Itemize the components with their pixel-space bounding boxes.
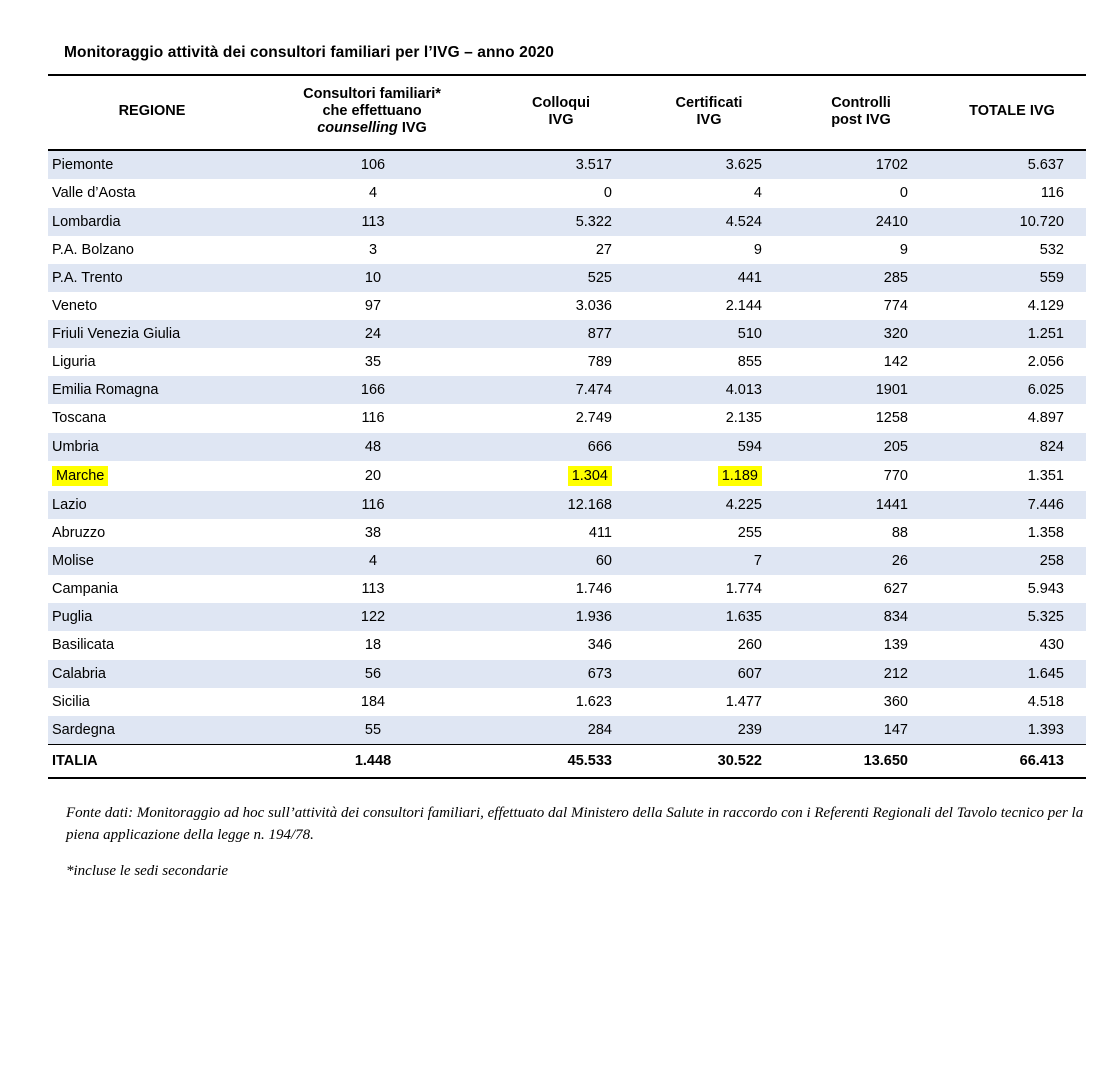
cell-colloqui: 7.474 [488, 376, 634, 404]
cell-totale: 5.943 [1027, 581, 1064, 598]
cell-colloqui: 1.623 [575, 693, 612, 710]
cell-regione: Friuli Venezia Giulia [48, 320, 256, 348]
total-cell-regione: ITALIA [48, 744, 256, 778]
cell-consultori: 184 [360, 693, 386, 710]
cell-totale: 4.897 [1027, 410, 1064, 427]
cell-consultori: 56 [256, 660, 488, 688]
cell-consultori: 48 [256, 433, 488, 461]
total-cell-certificati: 30.522 [634, 744, 784, 778]
cell-regione [48, 461, 256, 491]
cell-controlli: 9 [899, 241, 908, 258]
cell-regione: Sardegna [48, 716, 256, 745]
cell-colloqui: 3.517 [488, 150, 634, 179]
cell-certificati [634, 461, 784, 491]
cell-regione: Sicilia [52, 693, 90, 710]
cell-regione: Calabria [48, 660, 256, 688]
cell-regione: Umbria [48, 433, 256, 461]
cell-consultori: 97 [364, 297, 382, 314]
cell-certificati: 4.524 [634, 208, 784, 236]
cell-totale: 10.720 [938, 208, 1086, 236]
cell-regione: Lazio [48, 491, 256, 519]
cell-colloqui: 411 [588, 524, 612, 541]
cell-totale: 1.358 [1027, 524, 1064, 541]
cell-controlli: 774 [883, 297, 908, 314]
column-header-certificati-line2: IVG [696, 111, 722, 128]
column-header-controlli [784, 75, 938, 150]
cell-totale: 4.129 [1027, 297, 1064, 314]
cell-consultori: 4 [256, 547, 488, 575]
cell-totale: 824 [938, 433, 1086, 461]
column-header-colloqui [488, 75, 634, 150]
cell-colloqui: 789 [587, 354, 612, 371]
cell-regione: Veneto [52, 297, 98, 314]
table-row [48, 208, 1086, 236]
cell-consultori: 38 [364, 524, 382, 541]
cell-colloqui: 346 [587, 637, 612, 654]
cell-colloqui: 3.036 [575, 297, 612, 314]
cell-controlli: 0 [899, 185, 908, 202]
cell-certificati: 607 [634, 660, 784, 688]
footnote-note: *incluse le sedi secondarie [66, 862, 229, 879]
cell-totale: 430 [1039, 637, 1064, 654]
cell-regione: P.A. Trento [48, 264, 256, 292]
cell-consultori: 113 [361, 581, 385, 598]
cell-regione: Emilia Romagna [48, 376, 256, 404]
cell-controlli: 88 [891, 524, 908, 541]
cell-regione: P.A. Bolzano [52, 241, 134, 258]
cell-controlli: 2410 [784, 208, 938, 236]
cell-regione: Liguria [52, 354, 96, 371]
cell-certificati: 260 [737, 637, 762, 654]
cell-controlli: 285 [784, 264, 938, 292]
cell-totale: 1.645 [938, 660, 1086, 688]
footnotes [66, 803, 1100, 882]
cell-consultori: 166 [256, 376, 488, 404]
cell-consultori: 122 [256, 603, 488, 631]
page-title: Monitoraggio attività dei consultori familiari per l’IVG – anno 2020 [64, 44, 554, 61]
cell-consultori: 20 [364, 467, 382, 484]
cell-certificati: 441 [634, 264, 784, 292]
cell-regione: Puglia [48, 603, 256, 631]
column-header-certificati [634, 75, 784, 150]
cell-regione: Molise [48, 547, 256, 575]
cell-consultori: 24 [256, 320, 488, 348]
cell-consultori: 18 [364, 637, 382, 654]
cell-controlli: 147 [784, 716, 938, 745]
cell-certificati: 855 [737, 354, 762, 371]
cell-totale: 4.518 [1027, 693, 1064, 710]
cell-certificati: 510 [634, 320, 784, 348]
cell-controlli: 205 [784, 433, 938, 461]
cell-certificati: 594 [634, 433, 784, 461]
cell-colloqui: 60 [488, 547, 634, 575]
column-header-certificati-line1: Certificati [675, 94, 743, 111]
cell-colloqui: 2.749 [575, 410, 612, 427]
table-header-row [48, 75, 1086, 150]
column-header-colloqui-line1: Colloqui [532, 94, 590, 111]
cell-totale: 1.393 [938, 716, 1086, 745]
cell-consultori: 10 [256, 264, 488, 292]
table-header [48, 75, 1086, 150]
cell-certificati: 3.625 [634, 150, 784, 179]
cell-controlli: 26 [784, 547, 938, 575]
cell-totale: 559 [938, 264, 1086, 292]
table-row [48, 150, 1086, 179]
cell-regione: Abruzzo [52, 524, 106, 541]
cell-regione: Toscana [52, 410, 107, 427]
cell-controlli: 320 [784, 320, 938, 348]
cell-controlli: 1901 [784, 376, 938, 404]
cell-totale: 116 [1040, 185, 1064, 202]
cell-consultori: 116 [361, 410, 385, 427]
cell-regione: Campania [52, 581, 119, 598]
column-header-regione: REGIONE [48, 75, 256, 150]
table-row [48, 348, 1086, 376]
cell-certificati: 2.135 [725, 410, 762, 427]
cell-certificati: 4.225 [634, 491, 784, 519]
table-row [48, 547, 1086, 575]
cell-controlli: 770 [883, 467, 908, 484]
cell-totale: 2.056 [1027, 354, 1064, 371]
table-row [48, 433, 1086, 461]
column-header-controlli-line2: post IVG [831, 111, 891, 128]
table-row [48, 631, 1086, 659]
cell-controlli: 627 [883, 581, 908, 598]
column-header-consultori-line2: che effettuano [322, 103, 422, 120]
cell-controlli: 1702 [784, 150, 938, 179]
cell-totale: 532 [1039, 241, 1064, 258]
cell-certificati: 239 [634, 716, 784, 745]
table-row [48, 264, 1086, 292]
table-body [48, 150, 1086, 778]
cell-certificati: 1.635 [634, 603, 784, 631]
footnote-source: Fonte dati: Monitoraggio ad hoc sull’attività dei consultori familiari, effettuato dal Ministero della Salute in raccordo con i Referenti Regionali del Tavolo tecnico per la piena applicazione della legge n. 194/78. [66, 805, 1084, 843]
cell-colloqui: 5.322 [488, 208, 634, 236]
cell-colloqui: 284 [488, 716, 634, 745]
cell-totale: 5.325 [938, 603, 1086, 631]
highlighted-value: Marche [52, 466, 108, 486]
table-row [48, 461, 1086, 491]
table-row [48, 519, 1086, 547]
table-row [48, 688, 1086, 716]
table-row [48, 236, 1086, 264]
highlighted-value: 1.189 [718, 466, 762, 486]
cell-colloqui: 12.168 [488, 491, 634, 519]
table-row [48, 575, 1086, 603]
cell-totale: 1.251 [938, 320, 1086, 348]
column-header-controlli-line1: Controlli [831, 94, 891, 111]
column-header-consultori-line1: Consultori familiari* [303, 86, 441, 102]
total-cell-controlli: 13.650 [784, 744, 938, 778]
table-row [48, 716, 1086, 745]
cell-controlli: 139 [883, 637, 908, 654]
cell-colloqui: 877 [488, 320, 634, 348]
cell-totale: 5.637 [938, 150, 1086, 179]
cell-consultori: 106 [256, 150, 488, 179]
cell-colloqui: 1.936 [488, 603, 634, 631]
column-header-consultori-line3-rest: IVG [401, 120, 427, 137]
cell-controlli: 360 [883, 693, 908, 710]
table-row [48, 660, 1086, 688]
cell-controlli: 142 [883, 354, 908, 371]
cell-controlli: 1441 [784, 491, 938, 519]
cell-consultori: 116 [256, 491, 488, 519]
cell-certificati: 255 [737, 524, 762, 541]
cell-consultori: 4 [368, 185, 378, 202]
cell-consultori: 113 [256, 208, 488, 236]
cell-certificati: 9 [753, 241, 762, 258]
cell-totale: 1.351 [1027, 467, 1064, 484]
highlighted-value: 1.304 [568, 466, 612, 486]
cell-consultori: 55 [256, 716, 488, 745]
table-total-row [48, 744, 1086, 778]
table-row [48, 179, 1086, 207]
cell-controlli: 834 [784, 603, 938, 631]
cell-totale: 6.025 [938, 376, 1086, 404]
cell-regione: Piemonte [48, 150, 256, 179]
cell-certificati: 4 [753, 185, 762, 202]
cell-colloqui: 1.746 [575, 581, 612, 598]
cell-colloqui [488, 461, 634, 491]
cell-colloqui: 673 [488, 660, 634, 688]
cell-totale: 258 [938, 547, 1086, 575]
cell-certificati: 4.013 [634, 376, 784, 404]
total-cell-totale: 66.413 [938, 744, 1086, 778]
cell-colloqui: 27 [595, 241, 612, 258]
column-header-totale: TOTALE IVG [938, 75, 1086, 150]
cell-certificati: 7 [634, 547, 784, 575]
cell-certificati: 2.144 [725, 297, 762, 314]
ivg-table [48, 74, 1086, 779]
cell-colloqui: 666 [488, 433, 634, 461]
cell-certificati: 1.774 [725, 581, 762, 598]
table-row [48, 320, 1086, 348]
table-row [48, 491, 1086, 519]
column-header-consultori [256, 75, 488, 150]
cell-colloqui: 525 [488, 264, 634, 292]
table-row [48, 292, 1086, 320]
cell-totale: 7.446 [938, 491, 1086, 519]
cell-consultori: 35 [364, 354, 382, 371]
cell-colloqui: 0 [603, 185, 612, 202]
column-header-colloqui-line2: IVG [548, 111, 574, 128]
cell-regione: Basilicata [52, 637, 115, 654]
cell-controlli: 1258 [875, 410, 908, 427]
cell-controlli: 212 [784, 660, 938, 688]
column-header-consultori-line3-italic: counselling [317, 120, 398, 137]
table-row [48, 404, 1086, 432]
table-row [48, 603, 1086, 631]
cell-consultori: 3 [368, 241, 378, 258]
cell-certificati: 1.477 [725, 693, 762, 710]
cell-regione: Valle d’Aosta [52, 185, 136, 202]
table-row [48, 376, 1086, 404]
total-cell-consultori: 1.448 [256, 744, 488, 778]
total-cell-colloqui: 45.533 [488, 744, 634, 778]
cell-regione: Lombardia [48, 208, 256, 236]
